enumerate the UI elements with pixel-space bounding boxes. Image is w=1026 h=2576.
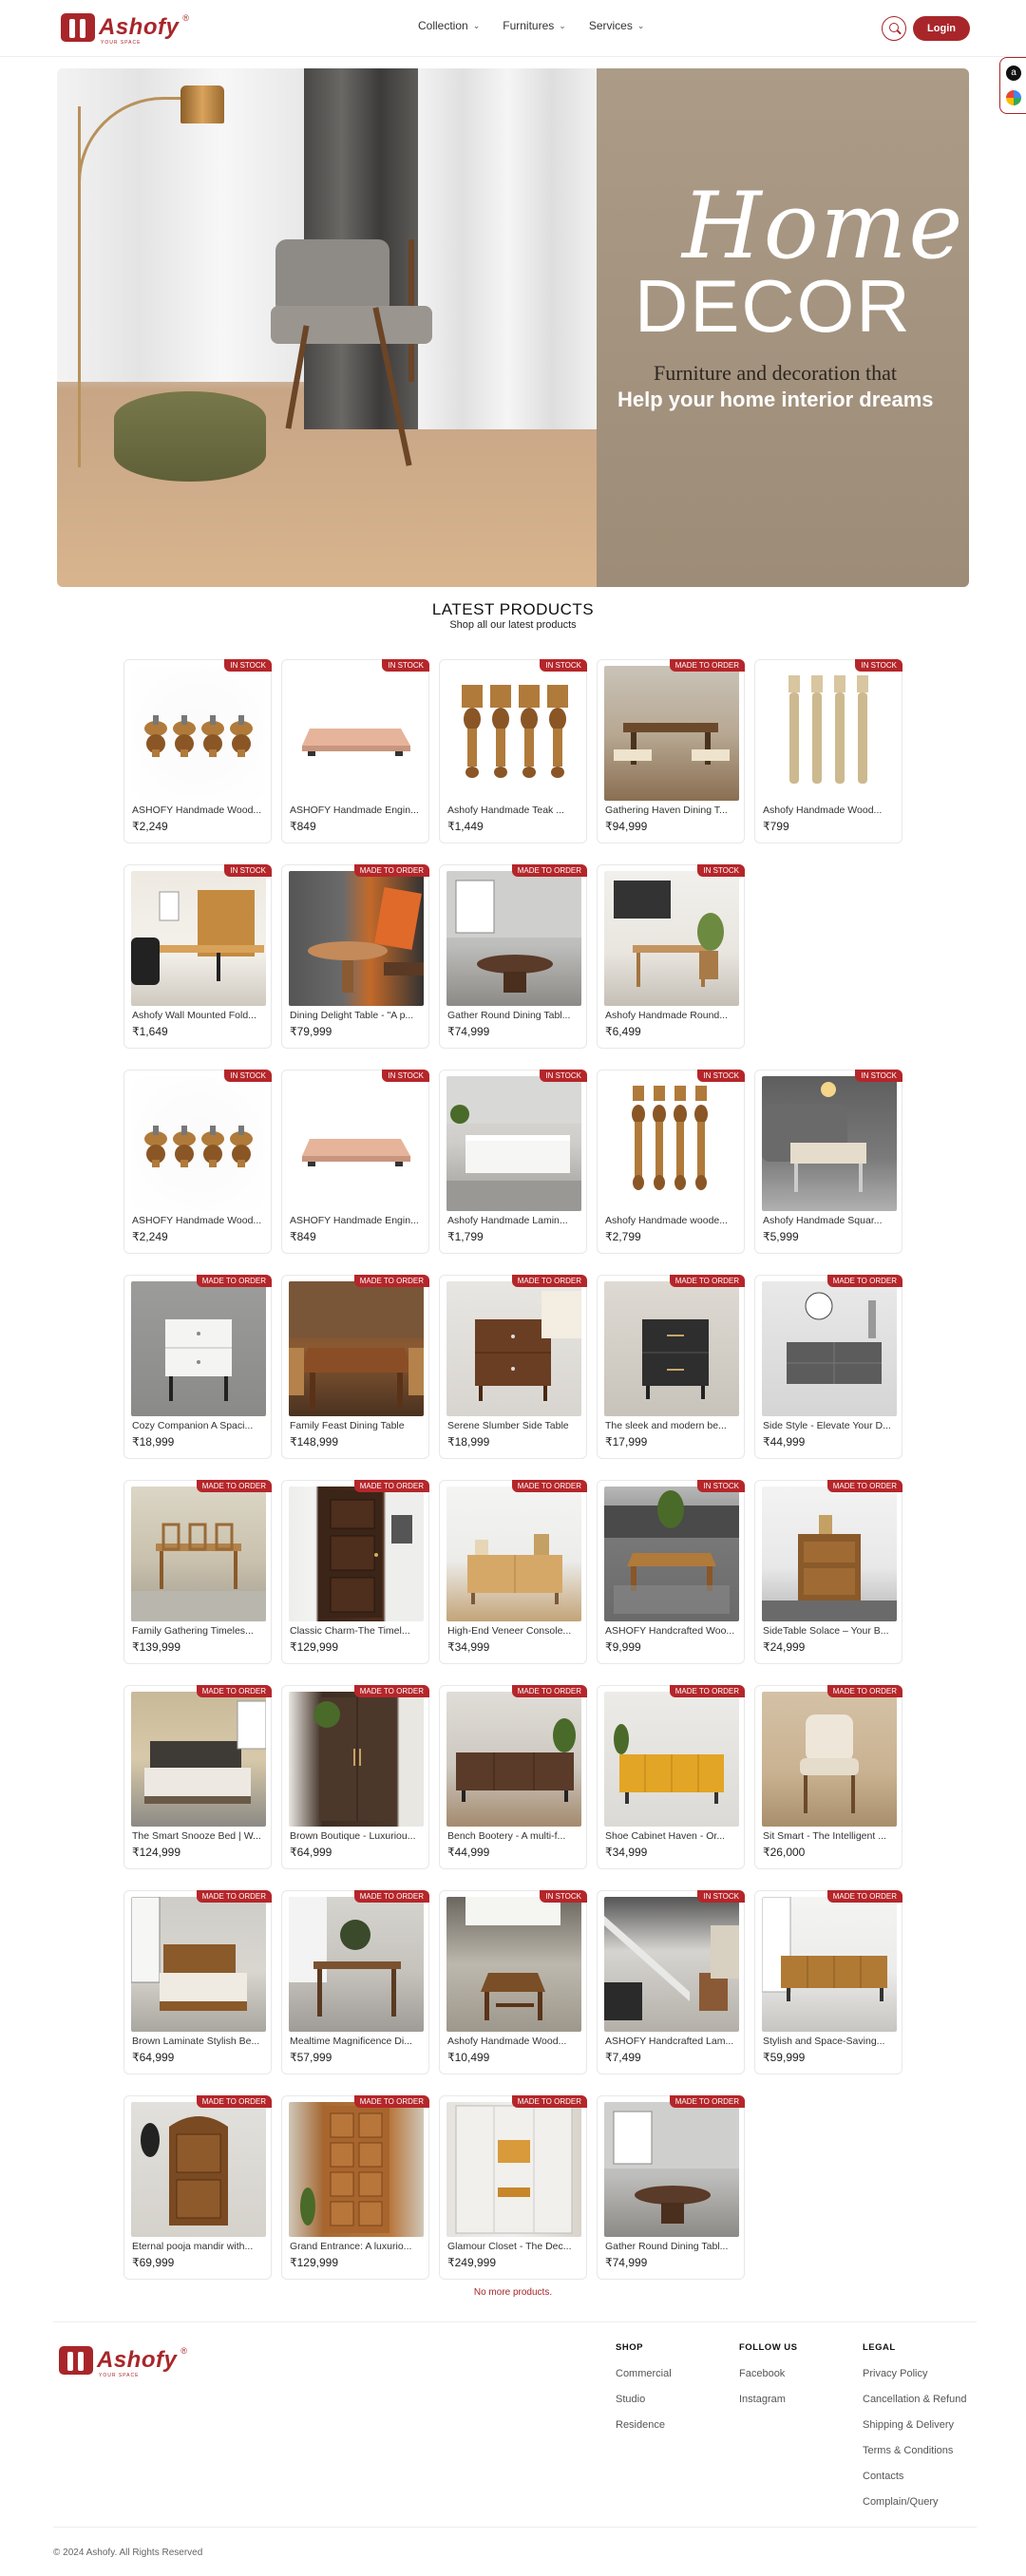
hero-big-title: DECOR (635, 264, 912, 348)
hero-subtitle-1: Furniture and decoration that (654, 361, 897, 385)
footer-link-cancellation[interactable]: Cancellation & Refund (863, 2394, 967, 2405)
footer-brand-name: Ashofy (97, 2347, 178, 2373)
product-name[interactable]: Ashofy Handmade Wood... (447, 2036, 567, 2047)
stock-badge: MADE TO ORDER (512, 1480, 587, 1492)
product-card[interactable] (439, 2095, 587, 2280)
product-price: ₹24,999 (763, 1640, 806, 1654)
product-name[interactable]: Gathering Haven Dining T... (605, 805, 728, 816)
product-name[interactable]: Ashofy Handmade Wood... (763, 805, 883, 816)
nav-services-label: Services (588, 19, 633, 32)
stock-badge: MADE TO ORDER (354, 1685, 429, 1697)
product-image[interactable] (289, 1487, 424, 1621)
product-image[interactable] (289, 2102, 424, 2237)
lamp-shade (180, 85, 224, 123)
product-image[interactable] (604, 1281, 739, 1416)
stock-badge: IN STOCK (697, 1890, 745, 1903)
footer-link-privacy[interactable]: Privacy Policy (863, 2368, 928, 2379)
product-name[interactable]: Serene Slumber Side Table (447, 1420, 569, 1431)
product-image[interactable] (604, 1487, 739, 1621)
stock-badge: MADE TO ORDER (354, 864, 429, 877)
product-price: ₹799 (763, 820, 789, 833)
product-image[interactable] (131, 666, 266, 801)
stock-badge: IN STOCK (540, 1890, 587, 1903)
product-price: ₹18,999 (132, 1435, 175, 1449)
product-price: ₹1,799 (447, 1230, 484, 1243)
product-price: ₹139,999 (132, 1640, 181, 1654)
product-image[interactable] (446, 1281, 581, 1416)
product-card[interactable] (124, 1275, 272, 1459)
product-card[interactable] (439, 1070, 587, 1254)
product-row (124, 1890, 912, 2080)
product-image[interactable] (446, 1897, 581, 2032)
product-image[interactable] (604, 1897, 739, 2032)
product-card[interactable] (754, 1890, 902, 2074)
product-card[interactable] (124, 1480, 272, 1664)
product-image[interactable] (446, 1076, 581, 1211)
product-name[interactable]: Brown Boutique - Luxuriou... (290, 1830, 416, 1842)
product-card[interactable] (124, 1685, 272, 1869)
stock-badge: IN STOCK (855, 659, 902, 672)
stock-badge: IN STOCK (697, 1070, 745, 1082)
stock-badge: IN STOCK (697, 864, 745, 877)
product-card[interactable] (124, 1070, 272, 1254)
product-price: ₹148,999 (290, 1435, 339, 1449)
product-name[interactable]: ASHOFY Handcrafted Woo... (605, 1625, 735, 1637)
product-card[interactable] (281, 864, 429, 1049)
product-card[interactable] (281, 1890, 429, 2074)
hero-script-title: Home (682, 173, 965, 279)
site-header (0, 0, 1026, 57)
product-name[interactable]: Gather Round Dining Tabl... (605, 2241, 729, 2252)
product-card[interactable] (597, 1275, 745, 1459)
product-image[interactable] (604, 1692, 739, 1827)
product-name[interactable]: High-End Veneer Console... (447, 1625, 572, 1637)
product-price: ₹129,999 (290, 1640, 339, 1654)
product-price: ₹5,999 (763, 1230, 799, 1243)
stock-badge: IN STOCK (224, 1070, 272, 1082)
nav-services[interactable] (589, 19, 645, 32)
product-row (124, 2095, 912, 2285)
product-name[interactable]: Family Feast Dining Table (290, 1420, 405, 1431)
product-image[interactable] (289, 1692, 424, 1827)
product-name[interactable]: Ashofy Handmade woode... (605, 1215, 728, 1226)
stock-badge: MADE TO ORDER (512, 864, 587, 877)
product-price: ₹129,999 (290, 2256, 339, 2269)
stock-badge: MADE TO ORDER (512, 1685, 587, 1697)
product-name[interactable]: ASHOFY Handmade Wood... (132, 805, 262, 816)
hero-text-panel (597, 68, 969, 587)
product-row (124, 659, 912, 849)
stock-badge: IN STOCK (224, 659, 272, 672)
stock-badge: MADE TO ORDER (197, 1480, 272, 1492)
product-price: ₹57,999 (290, 2051, 332, 2064)
stock-badge: MADE TO ORDER (670, 1275, 745, 1287)
product-name[interactable]: The sleek and modern be... (605, 1420, 727, 1431)
product-row (124, 864, 912, 1054)
list-end-message: No more products. (473, 2287, 553, 2298)
product-name[interactable]: Ashofy Wall Mounted Fold... (132, 1010, 256, 1021)
footer-link-studio[interactable]: Studio (616, 2394, 646, 2405)
product-card[interactable] (281, 1275, 429, 1459)
hero-banner[interactable] (57, 68, 969, 587)
product-name[interactable]: Mealtime Magnificence Di... (290, 2036, 412, 2047)
product-image[interactable] (289, 1897, 424, 2032)
brand-name: Ashofy (99, 14, 180, 40)
stock-badge: MADE TO ORDER (827, 1480, 902, 1492)
product-card[interactable] (439, 1890, 587, 2074)
footer-logo[interactable] (59, 2346, 187, 2378)
section-subtitle: Shop all our latest products (449, 619, 577, 631)
product-image[interactable] (446, 1487, 581, 1621)
product-price: ₹94,999 (605, 820, 648, 833)
pouf (114, 391, 266, 482)
product-card[interactable] (597, 1480, 745, 1664)
product-name[interactable]: The Smart Snooze Bed | W... (132, 1830, 261, 1842)
product-image[interactable] (131, 1487, 266, 1621)
login-button[interactable]: Login (913, 16, 970, 41)
product-name[interactable]: Ashofy Handmade Round... (605, 1010, 728, 1021)
product-price: ₹849 (290, 820, 316, 833)
footer-link-complain[interactable]: Complain/Query (863, 2496, 939, 2508)
product-row (124, 1070, 912, 1260)
product-name[interactable]: Grand Entrance: A luxurio... (290, 2241, 412, 2252)
product-price: ₹17,999 (605, 1435, 648, 1449)
product-row (124, 1275, 912, 1465)
product-name[interactable]: Eternal pooja mandir with... (132, 2241, 254, 2252)
product-card[interactable] (124, 2095, 272, 2280)
nav-furnitures[interactable] (503, 19, 566, 32)
product-name[interactable]: Cozy Companion A Spaci... (132, 1420, 254, 1431)
product-price: ₹2,799 (605, 1230, 641, 1243)
product-card[interactable] (597, 864, 745, 1049)
product-image[interactable] (131, 1281, 266, 1416)
stock-badge: IN STOCK (540, 1070, 587, 1082)
product-name[interactable]: ASHOFY Handcrafted Lam... (605, 2036, 734, 2047)
stock-badge: MADE TO ORDER (827, 1275, 902, 1287)
chair-back (276, 239, 390, 315)
stock-badge: MADE TO ORDER (197, 1685, 272, 1697)
product-image[interactable] (604, 666, 739, 801)
product-card[interactable] (439, 1685, 587, 1869)
product-name[interactable]: Brown Laminate Stylish Be... (132, 2036, 260, 2047)
curtain-light (418, 68, 597, 429)
product-price: ₹34,999 (605, 1846, 648, 1859)
product-name[interactable]: ASHOFY Handmade Engin... (290, 1215, 419, 1226)
logo-mark-icon (61, 13, 95, 42)
product-price: ₹1,449 (447, 820, 484, 833)
product-image[interactable] (131, 1692, 266, 1827)
product-card[interactable] (124, 659, 272, 843)
footer-shop-column (616, 2342, 672, 2445)
stock-badge: MADE TO ORDER (197, 1275, 272, 1287)
brand-tagline: YOUR SPACE (101, 40, 142, 46)
stock-badge: MADE TO ORDER (670, 1685, 745, 1697)
footer-link-residence[interactable]: Residence (616, 2419, 665, 2431)
product-name[interactable]: ASHOFY Handmade Wood... (132, 1215, 262, 1226)
product-card[interactable] (281, 659, 429, 843)
brand-logo[interactable] (61, 13, 189, 46)
chevron-down-icon: ⌄ (472, 20, 481, 30)
product-price: ₹2,249 (132, 820, 168, 833)
stock-badge: IN STOCK (540, 659, 587, 672)
product-price: ₹1,649 (132, 1025, 168, 1038)
stock-badge: IN STOCK (697, 1480, 745, 1492)
product-image[interactable] (131, 1076, 266, 1211)
section-title: LATEST PRODUCTS (431, 600, 595, 618)
product-price: ₹64,999 (290, 1846, 332, 1859)
footer-follow-column (739, 2342, 798, 2419)
product-card[interactable] (597, 1070, 745, 1254)
product-card[interactable] (281, 1070, 429, 1254)
product-price: ₹26,000 (763, 1846, 806, 1859)
copyright: © 2024 Ashofy. All Rights Reserved (53, 2548, 203, 2558)
product-card[interactable] (439, 864, 587, 1049)
footer-link-facebook[interactable]: Facebook (739, 2368, 786, 2379)
product-image[interactable] (131, 1897, 266, 2032)
footer-link-commercial[interactable]: Commercial (616, 2368, 672, 2379)
product-image[interactable] (289, 666, 424, 801)
footer-legal-heading: LEGAL (863, 2342, 896, 2353)
stock-badge: IN STOCK (855, 1070, 902, 1082)
footer-brand-tagline: YOUR SPACE (99, 2373, 140, 2378)
product-card[interactable] (754, 659, 902, 843)
main-nav (418, 19, 644, 32)
product-name[interactable]: Classic Charm-The Timel... (290, 1625, 410, 1637)
product-image[interactable] (762, 1897, 897, 2032)
stock-badge: MADE TO ORDER (354, 1890, 429, 1903)
footer-link-contacts[interactable]: Contacts (863, 2471, 904, 2482)
stock-badge: IN STOCK (224, 864, 272, 877)
product-price: ₹74,999 (447, 1025, 490, 1038)
footer-shop-heading: SHOP (616, 2342, 643, 2353)
product-image[interactable] (446, 666, 581, 801)
product-card[interactable] (281, 2095, 429, 2280)
stock-badge: MADE TO ORDER (354, 2095, 429, 2108)
product-image[interactable] (604, 2102, 739, 2237)
product-name[interactable]: Gather Round Dining Tabl... (447, 1010, 571, 1021)
hero-subtitle-2: Help your home interior dreams (618, 388, 934, 411)
stock-badge: MADE TO ORDER (512, 2095, 587, 2108)
stock-badge: MADE TO ORDER (512, 1275, 587, 1287)
footer-link-terms[interactable]: Terms & Conditions (863, 2445, 954, 2456)
product-price: ₹249,999 (447, 2256, 497, 2269)
chair-seat (271, 306, 432, 344)
product-name[interactable]: SideTable Solace – Your B... (763, 1625, 889, 1637)
product-price: ₹34,999 (447, 1640, 490, 1654)
footer-legal-column (863, 2342, 966, 2522)
chevron-down-icon: ⌄ (636, 20, 645, 30)
product-image[interactable] (131, 871, 266, 1006)
product-name[interactable]: Glamour Closet - The Dec... (447, 2241, 572, 2252)
stock-badge: MADE TO ORDER (827, 1685, 902, 1697)
product-card[interactable] (124, 864, 272, 1049)
stock-badge: MADE TO ORDER (354, 1275, 429, 1287)
product-row (124, 1480, 912, 1670)
stock-badge: MADE TO ORDER (197, 1890, 272, 1903)
stock-badge: MADE TO ORDER (197, 2095, 272, 2108)
product-card[interactable] (597, 2095, 745, 2280)
product-card[interactable] (754, 1685, 902, 1869)
product-card[interactable] (281, 1480, 429, 1664)
product-image[interactable] (762, 1692, 897, 1827)
product-image[interactable] (289, 1281, 424, 1416)
product-name[interactable]: Bench Bootery - A multi-f... (447, 1830, 566, 1842)
product-price: ₹74,999 (605, 2256, 648, 2269)
product-image[interactable] (604, 1076, 739, 1211)
nav-collection-label: Collection (418, 19, 468, 32)
product-image[interactable] (762, 666, 897, 801)
product-price: ₹9,999 (605, 1640, 641, 1654)
product-card[interactable] (439, 1480, 587, 1664)
product-price: ₹69,999 (132, 2256, 175, 2269)
product-name[interactable]: Ashofy Handmade Teak ... (447, 805, 564, 816)
product-name[interactable]: Sit Smart - The Intelligent ... (763, 1830, 886, 1842)
stock-badge: MADE TO ORDER (354, 1480, 429, 1492)
product-price: ₹18,999 (447, 1435, 490, 1449)
product-card[interactable] (597, 659, 745, 843)
product-price: ₹44,999 (447, 1846, 490, 1859)
product-name[interactable]: Ashofy Handmade Lamin... (447, 1215, 568, 1226)
product-card[interactable] (754, 1070, 902, 1254)
product-name[interactable]: ASHOFY Handmade Engin... (290, 805, 419, 816)
logo-mark-icon (59, 2346, 93, 2375)
product-image[interactable] (131, 2102, 266, 2237)
hero-photo (57, 68, 597, 587)
product-name[interactable]: Family Gathering Timeles... (132, 1625, 254, 1637)
stock-badge: MADE TO ORDER (670, 2095, 745, 2108)
product-price: ₹64,999 (132, 2051, 175, 2064)
product-image[interactable] (289, 1076, 424, 1211)
product-card[interactable] (754, 1480, 902, 1664)
stock-badge: MADE TO ORDER (827, 1890, 902, 1903)
product-row (124, 1685, 912, 1875)
product-card[interactable] (439, 659, 587, 843)
footer-divider (53, 2321, 977, 2322)
product-name[interactable]: Dining Delight Table - "A p... (290, 1010, 414, 1021)
product-image[interactable] (446, 871, 581, 1006)
product-card[interactable] (439, 1275, 587, 1459)
product-name[interactable]: Stylish and Space-Saving... (763, 2036, 885, 2047)
product-image[interactable] (762, 1076, 897, 1211)
product-image[interactable] (289, 871, 424, 1006)
product-price: ₹44,999 (763, 1435, 806, 1449)
product-image[interactable] (762, 1487, 897, 1621)
nav-collection[interactable] (418, 19, 480, 32)
product-image[interactable] (446, 1692, 581, 1827)
product-price: ₹849 (290, 1230, 316, 1243)
product-price: ₹79,999 (290, 1025, 332, 1038)
product-price: ₹6,499 (605, 1025, 641, 1038)
product-image[interactable] (604, 871, 739, 1006)
product-name[interactable]: Ashofy Handmade Squar... (763, 1215, 883, 1226)
footer-follow-heading: FOLLOW US (739, 2342, 798, 2353)
product-price: ₹7,499 (605, 2051, 641, 2064)
chevron-down-icon: ⌄ (559, 20, 566, 30)
registered-mark: ® (182, 13, 189, 23)
amazon-icon[interactable]: a (1006, 66, 1021, 81)
product-card[interactable] (754, 1275, 902, 1459)
floating-widget (999, 57, 1026, 114)
product-card[interactable] (597, 1890, 745, 2074)
product-price: ₹2,249 (132, 1230, 168, 1243)
footer-link-instagram[interactable]: Instagram (739, 2394, 786, 2405)
product-card[interactable] (597, 1685, 745, 1869)
google-icon[interactable] (1006, 90, 1021, 105)
product-image[interactable] (446, 2102, 581, 2237)
product-card[interactable] (124, 1890, 272, 2074)
product-price: ₹124,999 (132, 1846, 181, 1859)
footer-divider (53, 2527, 977, 2528)
nav-furnitures-label: Furnitures (503, 19, 555, 32)
product-name[interactable]: Shoe Cabinet Haven - Or... (605, 1830, 726, 1842)
registered-mark: ® (180, 2346, 187, 2356)
product-card[interactable] (281, 1685, 429, 1869)
stock-badge: IN STOCK (382, 659, 429, 672)
product-image[interactable] (762, 1281, 897, 1416)
stock-badge: MADE TO ORDER (670, 659, 745, 672)
search-icon[interactable] (882, 16, 906, 41)
footer-link-shipping[interactable]: Shipping & Delivery (863, 2419, 954, 2431)
stock-badge: IN STOCK (382, 1070, 429, 1082)
product-price: ₹59,999 (763, 2051, 806, 2064)
product-price: ₹10,499 (447, 2051, 490, 2064)
product-name[interactable]: Side Style - Elevate Your D... (763, 1420, 891, 1431)
